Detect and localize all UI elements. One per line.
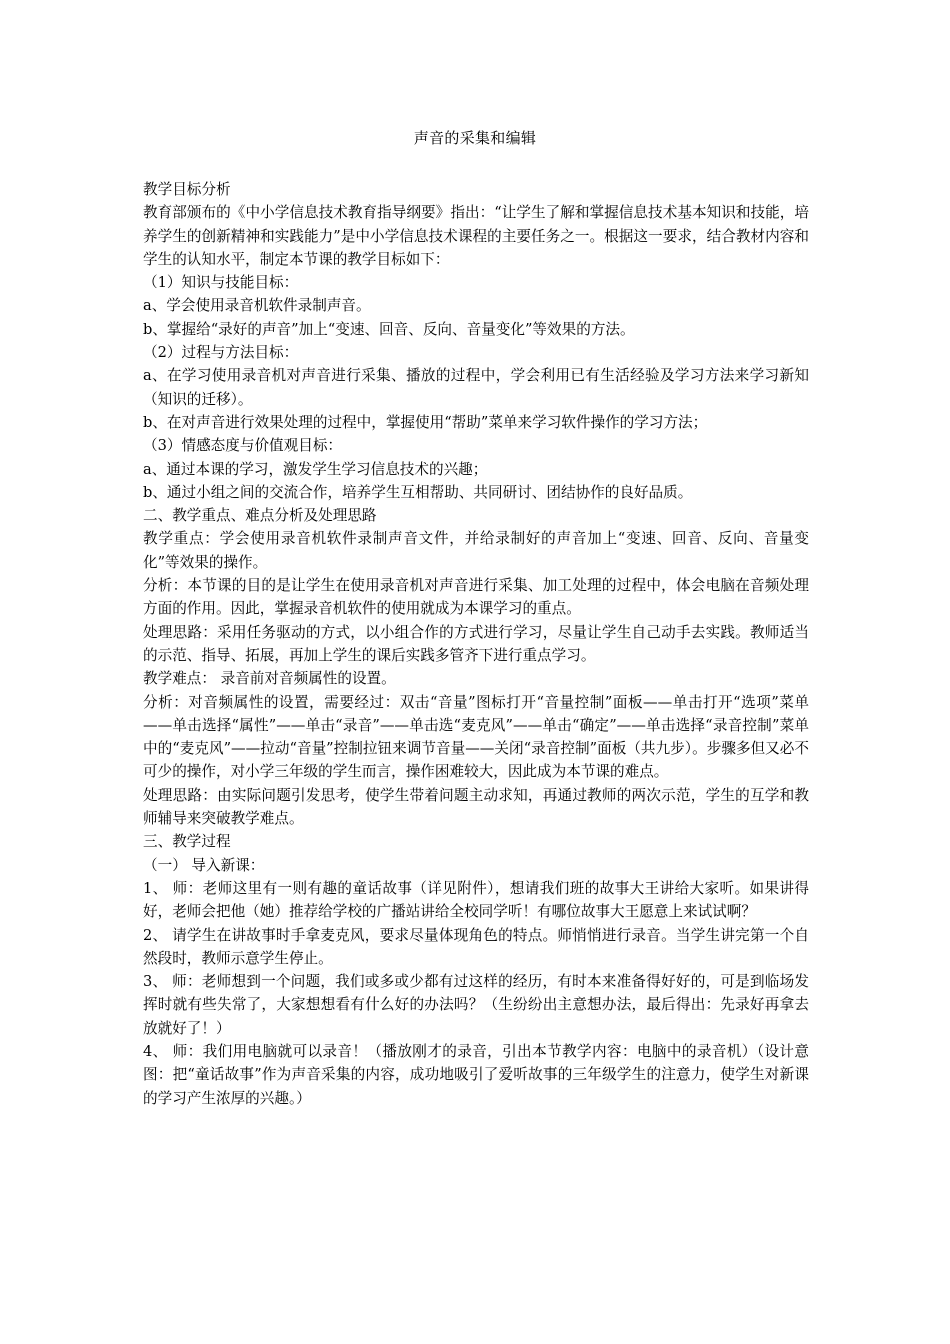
paragraph-approach: 处理思路：由实际问题引发思考，使学生带着问题主动求知，再通过教师的两次示范，学生的互学和教师辅导来突破教学难点。 [143,786,809,828]
paragraph-intro: 教育部颁布的《中小学信息技术教育指导纲要》指出：“让学生了解和掌握信息技术基本知识和技能，培养学生的创新精神和实践能力”是中小学信息技术课程的主要任务之一。根据这一要求，结合教材内容和学生的认知水平，制定本节课的教学目标如下： [143,204,809,268]
list-item: b、在对声音进行效果处理的过程中，掌握使用“帮助”菜单来学习软件操作的学习方法； [143,413,708,431]
list-item: 3、 师：老师想到一个问题，我们或多或少都有过这样的经历，有时本来准备得好好的，可是到临场发挥时就有些失常了，大家想想看有什么好的办法吗？（生纷纷出主意想办法，最后得出：先录好再拿去放就好了！） [143,973,809,1037]
section-heading-objectives: 教学目标分析 [143,181,231,198]
section-heading-key-points: 二、教学重点、难点分析及处理思路 [143,507,377,525]
paragraph-difficulty: 教学难点： 录音前对音频属性的设置。 [143,670,396,688]
subheading-attitude-values: （3）情感态度与价值观目标： [143,437,343,455]
list-item: a、通过本课的学习，激发学生学习信息技术的兴趣； [143,460,488,478]
paragraph-analysis: 分析：对音频属性的设置，需要经过：双击“音量”图标打开“音量控制”面板——单击打开“选项”菜单——单击选择“属性”——单击“录音”——单击选“麦克风”——单击“确定”——单击选择“录音控制”菜单中的“麦克风”——拉动“音量”控制拉钮来调节音量——关闭“录音控制”面板（共九步）。步骤多但又必不可少的操作，对小学三年级的学生而言，操作困难较大，因此成为本节课的难点。 [143,693,809,781]
list-item: 4、 师：我们用电脑就可以录音！（播放刚才的录音，引出本节教学内容：电脑中的录音机）（设计意图：把“童话故事”作为声音采集的内容，成功地吸引了爱听故事的三年级学生的注意力，使学生对新课的学习产生浓厚的兴趣。） [143,1042,809,1107]
subheading-introduction: （一） 导入新课： [143,856,265,874]
list-item: a、在学习使用录音机对声音进行采集、播放的过程中，学会利用已有生活经验及学习方法来学习新知（知识的迁移）。 [143,367,809,408]
subheading-knowledge-skills: （1）知识与技能目标： [143,274,299,292]
paragraph-key-point: 教学重点：学会使用录音机软件录制声音文件，并给录制好的声音加上“变速、回音、反向、音量变化”等效果的操作。 [143,530,809,571]
document-title: 声音的采集和编辑 [413,129,537,147]
section-heading-process: 三、教学过程 [143,833,231,851]
list-item: 1、 师：老师这里有一则有趣的童话故事（详见附件），想请我们班的故事大王讲给大家听。如果讲得好，老师会把他（她）推荐给学校的广播站讲给全校同学听！有哪位故事大王愿意上来试试啊？ [143,879,809,921]
list-item: 2、 请学生在讲故事时手拿麦克风，要求尽量体现角色的特点。师悄悄进行录音。当学生讲完第一个自然段时，教师示意学生停止。 [143,926,809,967]
subheading-process-methods: （2）过程与方法目标： [143,344,299,362]
document-body [143,178,809,1110]
list-item: b、掌握给“录好的声音”加上“变速、回音、反向、音量变化”等效果的方法。 [143,320,635,338]
paragraph-analysis: 分析：本节课的目的是让学生在使用录音机对声音进行采集、加工处理的过程中，体会电脑在音频处理方面的作用。因此，掌握录音机软件的使用就成为本课学习的重点。 [143,577,809,618]
list-item: b、通过小组之间的交流合作，培养学生互相帮助、共同研讨、团结协作的良好品质。 [143,483,693,501]
list-item: a、学会使用录音机软件录制声音。 [143,297,371,315]
paragraph-approach: 处理思路：采用任务驱动的方式，以小组合作的方式进行学习，尽量让学生自己动手去实践。教师适当的示范、指导、拓展，再加上学生的课后实践多管齐下进行重点学习。 [143,623,809,664]
